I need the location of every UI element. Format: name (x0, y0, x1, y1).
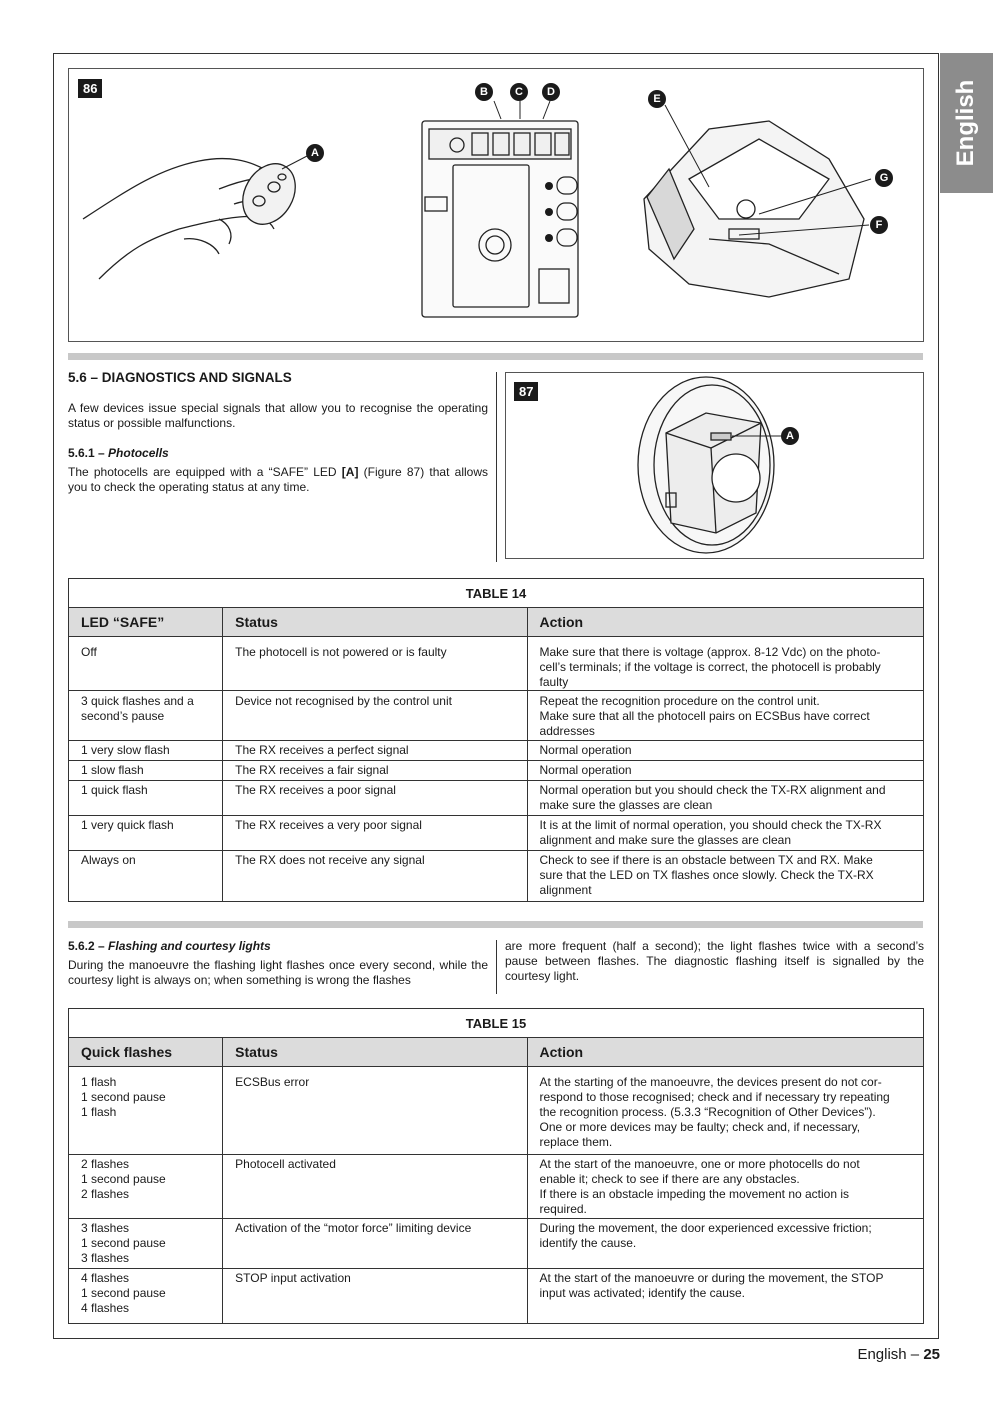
flashes-line: 2 flashes (81, 1187, 130, 1201)
status-value: Activation of the “motor force” limiting device (235, 1221, 472, 1235)
figure-86-number: 86 (78, 79, 102, 98)
section-title: 5.6 – DIAGNOSTICS AND SIGNALS (68, 370, 292, 385)
flashes-line: 1 flash (81, 1105, 117, 1119)
callout-c: C (510, 83, 528, 101)
action-line: Normal operation (539, 763, 632, 777)
action-line: Check to see if there is an obstacle between TX and RX. Make (539, 853, 873, 867)
flashes-line: 4 flashes (81, 1301, 130, 1315)
footer-language: English – (857, 1346, 924, 1363)
photocells-text-ref: [A] (341, 465, 359, 479)
status-value: STOP input activation (235, 1271, 351, 1285)
action-line: Make sure that there is voltage (approx. 8-12 Vdc) on the photo- (539, 645, 881, 659)
action-line: faulty (539, 675, 569, 689)
action-line: cell’s terminals; if the voltage is correct, the photocell is probably (539, 660, 881, 674)
led-value: 1 very slow flash (81, 743, 170, 757)
flashes-line: 4 flashes (81, 1271, 130, 1285)
figure-87 (505, 372, 924, 559)
callout-f: F (870, 216, 888, 234)
table-15-header-action: Action (527, 1038, 923, 1067)
action-line: Repeat the recognition procedure on the control unit. (539, 694, 820, 708)
action-line: At the start of the manoeuvre or during the movement, the STOP (539, 1271, 884, 1285)
table-row (69, 1155, 924, 1219)
flashes-line: 1 flash (81, 1075, 117, 1089)
status-value: The RX receives a very poor signal (235, 818, 422, 832)
table-14-header-led: LED “SAFE” (69, 608, 223, 637)
action-line: During the movement, the door experienced excessive friction; (539, 1221, 872, 1235)
led-value: Off (81, 645, 97, 659)
action-line: Normal operation but you should check the TX-RX alignment and (539, 783, 886, 797)
callout-g: G (875, 169, 893, 187)
table-row (69, 741, 924, 761)
table-row (69, 1269, 924, 1324)
flashes-line: 3 flashes (81, 1221, 130, 1235)
status-value: The RX does not receive any signal (235, 853, 425, 867)
figure-86-illustration (69, 69, 923, 341)
photocells-heading-title: Photocells (108, 446, 169, 460)
status-value: The photocell is not powered or is faulty (235, 645, 447, 659)
figure-87-number: 87 (514, 382, 538, 401)
led-value: second’s pause (81, 709, 165, 723)
photocells-heading-number: 5.6.1 – (68, 446, 109, 460)
table-row (69, 1219, 924, 1269)
flashes-line: 2 flashes (81, 1157, 130, 1171)
action-line: identify the cause. (539, 1236, 637, 1250)
action-line: At the starting of the manoeuvre, the devices present do not cor- (539, 1075, 882, 1089)
flashing-lights-heading (68, 939, 271, 953)
flashing-lights-heading-title: Flashing and courtesy lights (108, 939, 271, 953)
table-14-header-action: Action (527, 608, 923, 637)
action-line: addresses (539, 724, 595, 738)
callout-a: A (306, 144, 324, 162)
column-divider-2 (496, 940, 497, 994)
table-row (69, 1067, 924, 1155)
page-footer (857, 1346, 940, 1363)
led-value: 3 quick flashes and a (81, 694, 194, 708)
table-15 (68, 1008, 924, 1324)
led-value: 1 very quick flash (81, 818, 174, 832)
table-row (69, 637, 924, 691)
action-line: alignment and make sure the glasses are clean (539, 833, 791, 847)
action-line: alignment (539, 883, 592, 897)
flashes-line: 1 second pause (81, 1286, 166, 1300)
action-line: It is at the limit of normal operation, you should check the TX-RX (539, 818, 882, 832)
action-line: respond to those recognised; check and if necessary try repeating (539, 1090, 890, 1104)
photocells-text-c: (Figure 87) that allows you to check the operating status at any time. (68, 465, 488, 494)
table-15-caption: TABLE 15 (69, 1009, 924, 1038)
action-line: At the start of the manoeuvre, one or more photocells do not (539, 1157, 860, 1171)
status-value: The RX receives a fair signal (235, 763, 389, 777)
callout-e: E (648, 90, 666, 108)
section-divider-mid (68, 921, 923, 928)
photocells-heading (68, 446, 169, 460)
column-divider-1 (496, 372, 497, 562)
action-line: If there is an obstacle impeding the movement no action is (539, 1187, 850, 1201)
status-value: The RX receives a poor signal (235, 783, 396, 797)
table-14 (68, 578, 924, 902)
flashes-line: 1 second pause (81, 1172, 166, 1186)
flashing-lights-text-right: are more frequent (half a second); the light flashes twice with a second’s pause between flashes. The diagnostic flashing itself is signalled by the courtesy light. (505, 939, 924, 983)
led-value: 1 quick flash (81, 783, 148, 797)
flashes-line: 1 second pause (81, 1090, 166, 1104)
section-divider-top (68, 353, 923, 360)
led-value: Always on (81, 853, 136, 867)
table-15-header-status: Status (223, 1038, 527, 1067)
action-line: the recognition process. (5.3.3 “Recognition of Other Devices”). (539, 1105, 876, 1119)
callout-d: D (542, 83, 560, 101)
figure-87-illustration (506, 373, 923, 558)
page-number: 25 (923, 1346, 940, 1363)
table-15-header-flashes: Quick flashes (69, 1038, 223, 1067)
action-line: replace them. (539, 1135, 613, 1149)
table-row (69, 816, 924, 851)
action-line: input was activated; identify the cause. (539, 1286, 745, 1300)
action-line: enable it; check to see if there are any obstacles. (539, 1172, 800, 1186)
table-row (69, 691, 924, 741)
flashing-lights-heading-number: 5.6.2 – (68, 939, 109, 953)
flashing-lights-text-left: During the manoeuvre the flashing light flashes once every second, while the courtesy light is always on; when something is wrong the flashes (68, 958, 488, 987)
photocells-text (68, 465, 488, 495)
language-tab-label: English (952, 79, 979, 167)
action-line: sure that the LED on TX flashes once slowly. Check the TX-RX (539, 868, 874, 882)
status-value: Photocell activated (235, 1157, 336, 1171)
table-14-caption: TABLE 14 (69, 579, 924, 608)
action-line: required. (539, 1202, 587, 1216)
figure-87-callout-a: A (781, 427, 799, 445)
callout-b: B (475, 83, 493, 101)
status-value: ECSBus error (235, 1075, 310, 1089)
section-intro: A few devices issue special signals that allow you to recognise the operating status or possible malfunctions. (68, 401, 488, 430)
led-value: 1 slow flash (81, 763, 144, 777)
photocells-text-a: The photocells are equipped with a “SAFE” LED (68, 465, 342, 479)
action-line: Normal operation (539, 743, 632, 757)
table-row (69, 761, 924, 781)
status-value: Device not recognised by the control unit (235, 694, 452, 708)
table-row (69, 781, 924, 816)
flashes-line: 1 second pause (81, 1236, 166, 1250)
action-line: One or more devices may be faulty; check and, if necessary, (539, 1120, 861, 1134)
language-tab (940, 53, 993, 193)
status-value: The RX receives a perfect signal (235, 743, 409, 757)
action-line: Make sure that all the photocell pairs on ECSBus have correct (539, 709, 870, 723)
table-14-header-status: Status (223, 608, 527, 637)
figure-86 (68, 68, 924, 342)
action-line: make sure the glasses are clean (539, 798, 713, 812)
flashes-line: 3 flashes (81, 1251, 130, 1265)
table-row (69, 851, 924, 902)
